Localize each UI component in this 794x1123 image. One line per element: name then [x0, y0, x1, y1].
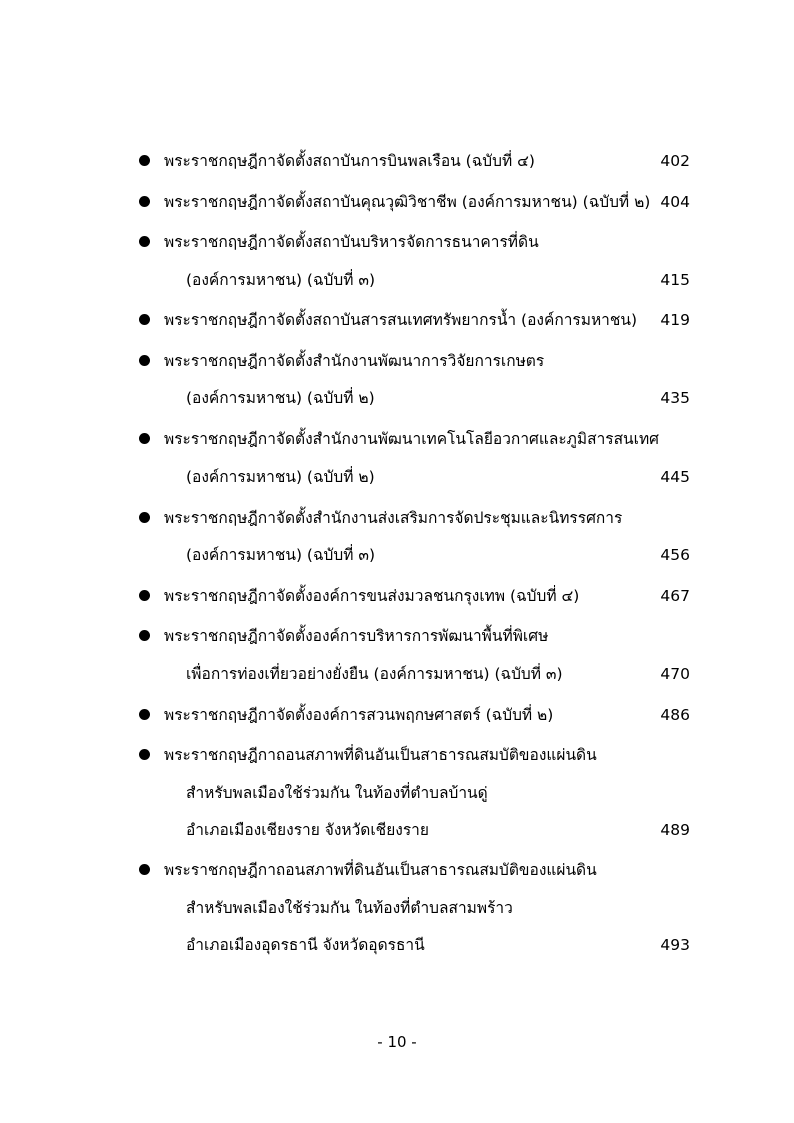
- entry-title: พระราชกฤษฎีกาถอนสภาพที่ดินอันเป็นสาธารณสมบัติของแผ่นดิน: [164, 746, 597, 764]
- entry-title-continued: สำหรับพลเมืองใช้ร่วมกัน ในท้องที่ตำบลสามพร้าว: [186, 899, 513, 917]
- entry-title-continued: (องค์การมหาชน) (ฉบับที่ ๒): [186, 389, 375, 407]
- entry-title-continued: (องค์การมหาชน) (ฉบับที่ ๓): [186, 546, 376, 564]
- bullet-icon: [139, 355, 150, 366]
- entry-title: พระราชกฤษฎีกาจัดตั้งองค์การบริหารการพัฒนาพื้นที่พิเศษ: [164, 627, 549, 645]
- bullet-icon: [139, 709, 150, 720]
- entry-page-number: 467: [660, 587, 690, 605]
- entry-title-continued: เพื่อการท่องเที่ยวอย่างยั่งยืน (องค์การมหาชน) (ฉบับที่ ๓): [186, 665, 563, 683]
- entry-title: พระราชกฤษฎีกาจัดตั้งสำนักงานส่งเสริมการจัดประชุมและนิทรรศการ: [164, 509, 623, 527]
- bullet-icon: [139, 433, 150, 444]
- bullet-icon: [139, 590, 150, 601]
- bullet-icon: [139, 314, 150, 325]
- bullet-icon: [139, 512, 150, 523]
- entry-page-number: 419: [660, 311, 690, 329]
- entry-title: พระราชกฤษฎีกาจัดตั้งองค์การขนส่งมวลชนกรุงเทพ (ฉบับที่ ๔): [164, 587, 580, 605]
- entry-page-number: 486: [660, 706, 690, 724]
- bullet-icon: [139, 630, 150, 641]
- entry-title: พระราชกฤษฎีกาจัดตั้งสถาบันคุณวุฒิวิชาชีพ (องค์การมหาชน) (ฉบับที่ ๒): [164, 193, 651, 211]
- entry-page-number: 456: [660, 546, 690, 564]
- bullet-icon: [139, 749, 150, 760]
- entry-title: พระราชกฤษฎีกาจัดตั้งองค์การสวนพฤกษศาสตร์ (ฉบับที่ ๒): [164, 706, 554, 724]
- page-footer-number: - 10 -: [377, 1033, 417, 1051]
- entry-title-continued: (องค์การมหาชน) (ฉบับที่ ๒): [186, 468, 375, 486]
- entry-page-number: 493: [660, 936, 690, 954]
- entry-title: พระราชกฤษฎีกาจัดตั้งสถาบันบริหารจัดการธนาคารที่ดิน: [164, 233, 539, 251]
- entry-page-number: 402: [660, 152, 690, 170]
- entry-title-continued: อำเภอเมืองเชียงราย จังหวัดเชียงราย: [186, 821, 429, 839]
- bullet-icon: [139, 196, 150, 207]
- entry-title: พระราชกฤษฎีกาจัดตั้งสถาบันสารสนเทศทรัพยากรน้ำ (องค์การมหาชน): [164, 311, 638, 329]
- entry-page-number: 415: [660, 271, 690, 289]
- entry-page-number: 445: [660, 468, 690, 486]
- bullet-icon: [139, 155, 150, 166]
- entry-page-number: 470: [660, 665, 690, 683]
- entry-title: พระราชกฤษฎีกาจัดตั้งสำนักงานพัฒนาการวิจัยการเกษตร: [164, 352, 545, 370]
- bullet-icon: [139, 236, 150, 247]
- bullet-icon: [139, 864, 150, 875]
- entry-page-number: 489: [660, 821, 690, 839]
- entry-title: พระราชกฤษฎีกาถอนสภาพที่ดินอันเป็นสาธารณสมบัติของแผ่นดิน: [164, 861, 597, 879]
- entry-title-continued: สำหรับพลเมืองใช้ร่วมกัน ในท้องที่ตำบลบ้านดู่: [186, 784, 488, 802]
- entry-title: พระราชกฤษฎีกาจัดตั้งสถาบันการบินพลเรือน (ฉบับที่ ๔): [164, 152, 535, 170]
- entry-title-continued: อำเภอเมืองอุดรธานี จังหวัดอุดรธานี: [186, 936, 425, 954]
- entry-title: พระราชกฤษฎีกาจัดตั้งสำนักงานพัฒนาเทคโนโลยีอวกาศและภูมิสารสนเทศ: [164, 430, 660, 448]
- entry-page-number: 404: [660, 193, 690, 211]
- entry-title-continued: (องค์การมหาชน) (ฉบับที่ ๓): [186, 271, 376, 289]
- entry-page-number: 435: [660, 389, 690, 407]
